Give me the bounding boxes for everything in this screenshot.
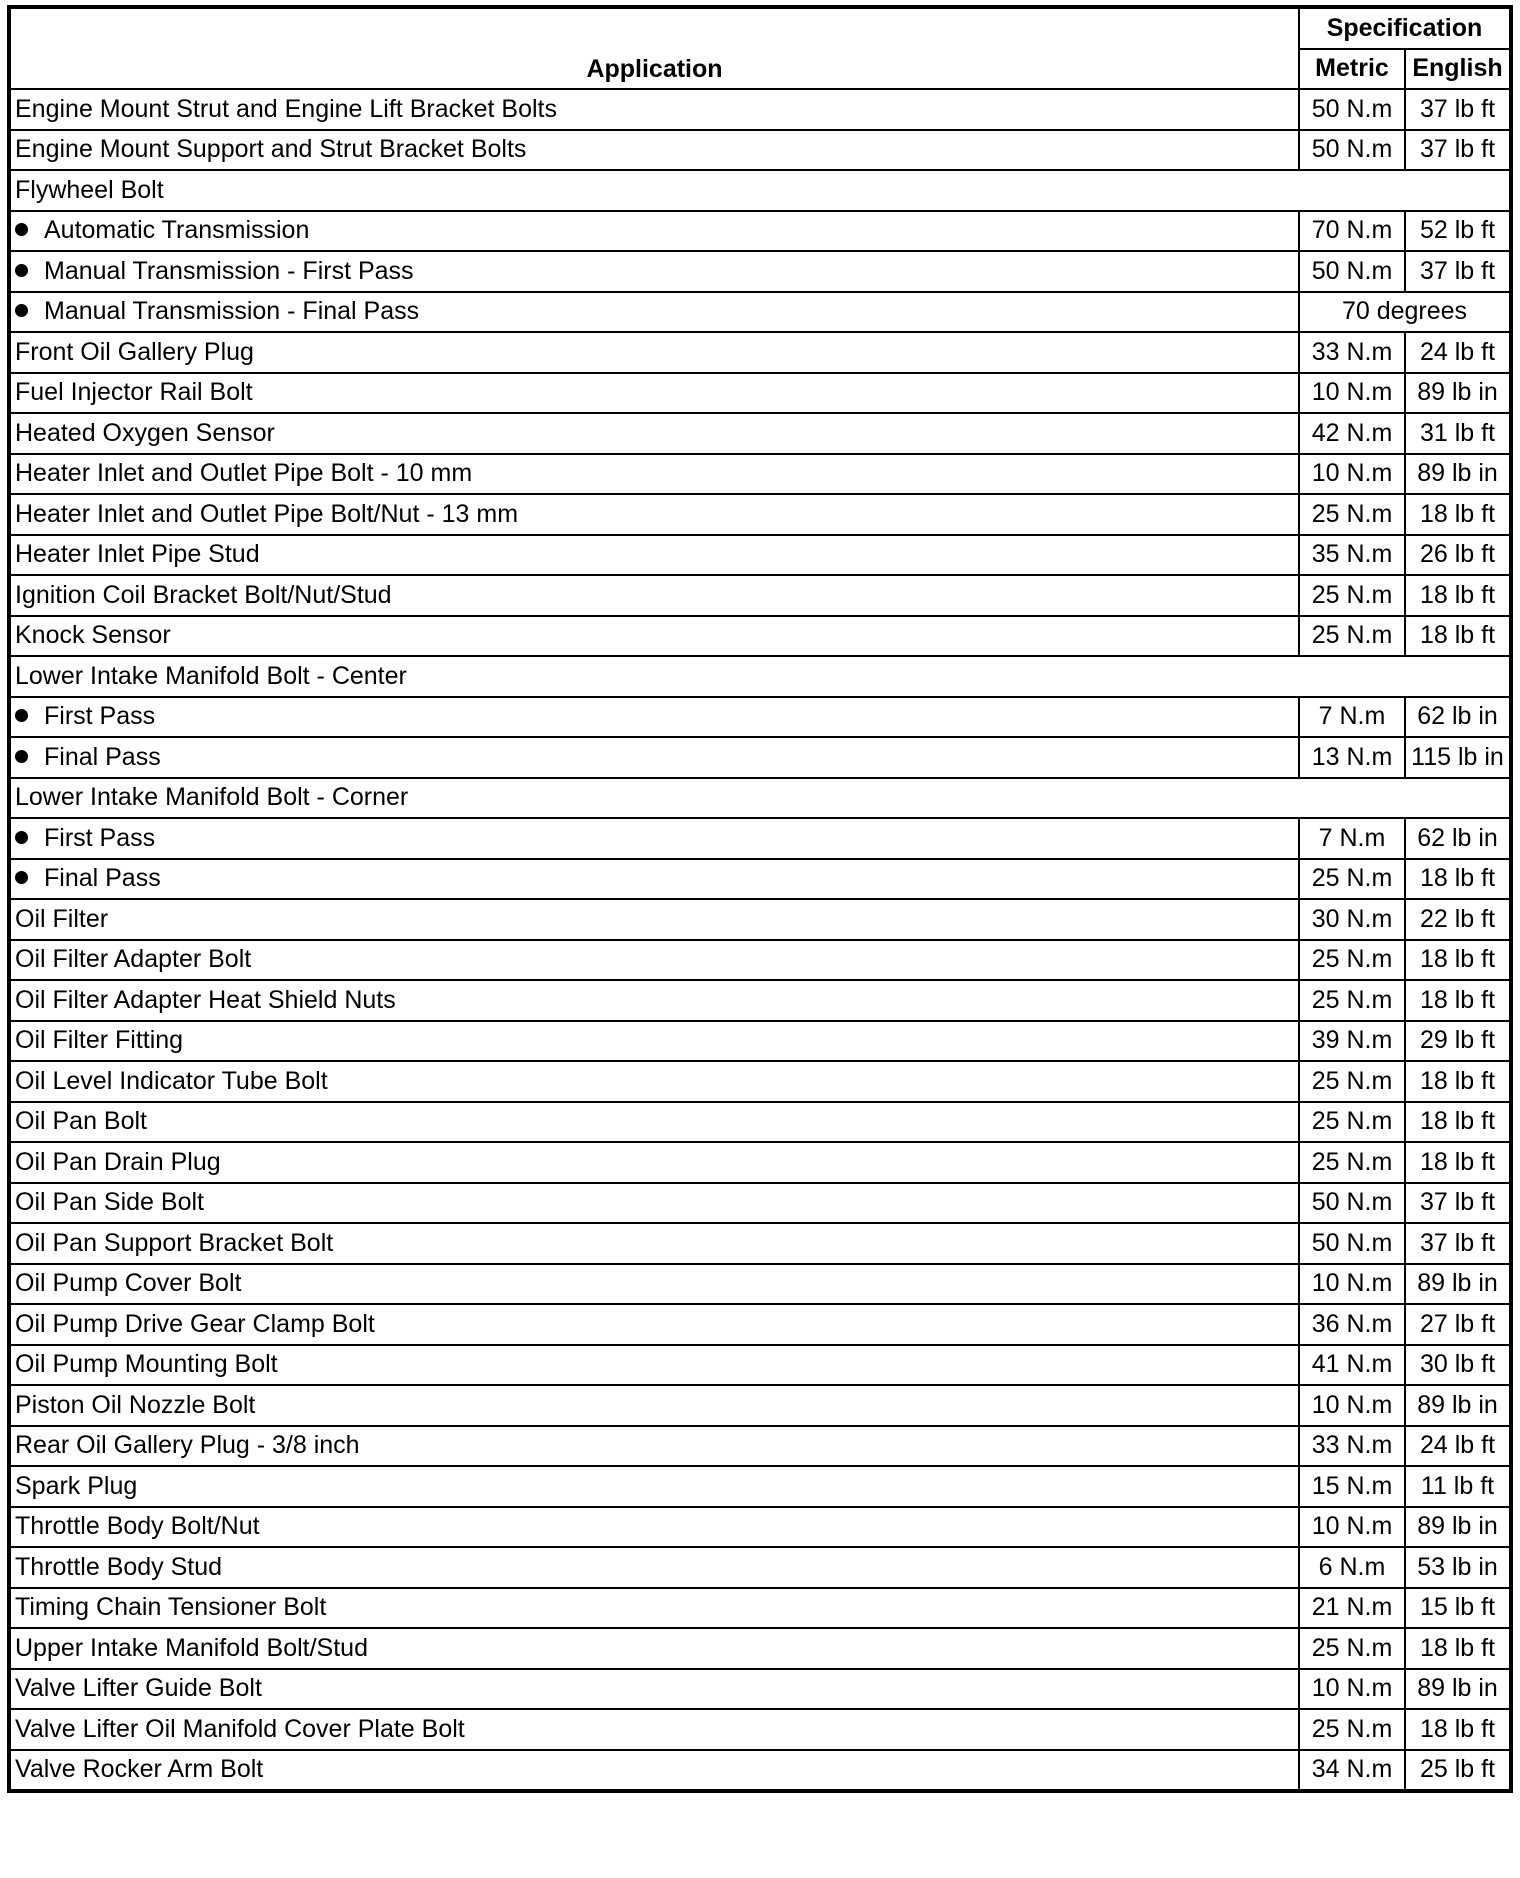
application-label: Heated Oxygen Sensor (15, 418, 275, 447)
english-cell: 37 lb ft (1405, 1223, 1511, 1264)
application-label: Valve Rocker Arm Bolt (15, 1755, 264, 1784)
english-cell: 89 lb in (1405, 454, 1511, 495)
english-cell: 89 lb in (1405, 1669, 1511, 1710)
english-cell: 31 lb ft (1405, 413, 1511, 454)
application-cell (9, 1061, 1299, 1102)
application-label: Heater Inlet Pipe Stud (15, 540, 260, 569)
english-cell: 18 lb ft (1405, 980, 1511, 1021)
table-row (9, 980, 1511, 1021)
application-label: Oil Filter Adapter Bolt (15, 945, 252, 974)
application-label: Piston Oil Nozzle Bolt (15, 1390, 256, 1419)
application-cell (9, 1183, 1299, 1224)
metric-cell: 50 N.m (1299, 251, 1405, 292)
table-row (9, 818, 1511, 859)
english-cell: 18 lb ft (1405, 1061, 1511, 1102)
metric-cell: 30 N.m (1299, 899, 1405, 940)
application-cell (9, 980, 1299, 1021)
table-row (9, 1021, 1511, 1062)
specification-header: Specification (1299, 7, 1511, 49)
application-cell (9, 1709, 1299, 1750)
metric-cell: 39 N.m (1299, 1021, 1405, 1062)
english-cell: 18 lb ft (1405, 1628, 1511, 1669)
metric-cell: 25 N.m (1299, 616, 1405, 657)
table-row (9, 454, 1511, 495)
application-label: Spark Plug (15, 1471, 138, 1500)
table-group-row (9, 778, 1511, 819)
metric-cell: 36 N.m (1299, 1304, 1405, 1345)
application-label: Oil Pump Drive Gear Clamp Bolt (15, 1309, 375, 1338)
english-cell: 25 lb ft (1405, 1750, 1511, 1792)
application-label: Heater Inlet and Outlet Pipe Bolt - 10 mm (15, 459, 473, 488)
table-row (9, 1142, 1511, 1183)
english-cell: 29 lb ft (1405, 1021, 1511, 1062)
english-cell: 62 lb in (1405, 697, 1511, 738)
table-group-row (9, 170, 1511, 211)
metric-cell: 25 N.m (1299, 575, 1405, 616)
table-row (9, 494, 1511, 535)
application-label: Oil Filter (15, 904, 109, 933)
table-row (9, 1628, 1511, 1669)
table-row (9, 697, 1511, 738)
table-row (9, 1183, 1511, 1224)
table-row (9, 292, 1511, 333)
table-row (9, 575, 1511, 616)
specification-cell: 70 degrees (1299, 292, 1511, 333)
application-cell (9, 1223, 1299, 1264)
application-label: Engine Mount Strut and Engine Lift Bracket Bolts (15, 94, 557, 123)
application-cell (9, 616, 1299, 657)
table-row (9, 130, 1511, 171)
english-cell: 52 lb ft (1405, 211, 1511, 252)
application-cell (9, 251, 1299, 292)
english-cell: 18 lb ft (1405, 859, 1511, 900)
application-cell (9, 940, 1299, 981)
application-label: Final Pass (44, 742, 161, 771)
application-label: Engine Mount Support and Strut Bracket Bolts (15, 135, 527, 164)
application-label: Final Pass (44, 864, 161, 893)
application-cell (9, 1426, 1299, 1467)
application-label: Fuel Injector Rail Bolt (15, 378, 253, 407)
metric-cell: 50 N.m (1299, 89, 1405, 130)
metric-cell: 25 N.m (1299, 1102, 1405, 1143)
table-row (9, 1223, 1511, 1264)
application-label: Rear Oil Gallery Plug - 3/8 inch (15, 1431, 360, 1460)
application-label: Manual Transmission - First Pass (44, 256, 414, 285)
metric-cell: 25 N.m (1299, 1061, 1405, 1102)
application-cell (9, 130, 1299, 171)
application-cell (9, 454, 1299, 495)
bullet-icon (15, 750, 28, 763)
application-label: Valve Lifter Guide Bolt (15, 1674, 262, 1703)
table-row (9, 1426, 1511, 1467)
english-cell: 18 lb ft (1405, 1102, 1511, 1143)
application-label: Oil Filter Fitting (15, 1026, 184, 1055)
application-label: Automatic Transmission (44, 216, 310, 245)
english-cell: 18 lb ft (1405, 1709, 1511, 1750)
application-cell (9, 89, 1299, 130)
table-row (9, 1304, 1511, 1345)
application-label: Oil Pan Bolt (15, 1107, 148, 1136)
application-cell (9, 332, 1299, 373)
metric-cell: 10 N.m (1299, 373, 1405, 414)
metric-cell: 6 N.m (1299, 1547, 1405, 1588)
metric-cell: 10 N.m (1299, 1264, 1405, 1305)
metric-cell: 50 N.m (1299, 1223, 1405, 1264)
application-cell (9, 778, 1511, 819)
metric-cell: 25 N.m (1299, 1709, 1405, 1750)
application-label: Oil Pan Support Bracket Bolt (15, 1228, 334, 1257)
torque-specification-table (7, 5, 1513, 1793)
metric-cell: 35 N.m (1299, 535, 1405, 576)
table-row (9, 251, 1511, 292)
table-row (9, 211, 1511, 252)
english-cell: 37 lb ft (1405, 130, 1511, 171)
metric-cell: 33 N.m (1299, 332, 1405, 373)
application-cell (9, 1345, 1299, 1386)
table-row (9, 1102, 1511, 1143)
application-cell (9, 1021, 1299, 1062)
metric-cell: 25 N.m (1299, 940, 1405, 981)
metric-cell: 13 N.m (1299, 737, 1405, 778)
metric-cell: 10 N.m (1299, 454, 1405, 495)
application-label: Oil Pump Mounting Bolt (15, 1350, 278, 1379)
application-label: First Pass (44, 823, 156, 852)
table-row (9, 616, 1511, 657)
metric-cell: 33 N.m (1299, 1426, 1405, 1467)
application-label: Oil Level Indicator Tube Bolt (15, 1066, 328, 1095)
application-cell (9, 494, 1299, 535)
application-cell (9, 1304, 1299, 1345)
english-cell: 11 lb ft (1405, 1466, 1511, 1507)
metric-cell: 50 N.m (1299, 130, 1405, 171)
english-cell: 53 lb in (1405, 1547, 1511, 1588)
application-label: Front Oil Gallery Plug (15, 337, 254, 366)
english-cell: 22 lb ft (1405, 899, 1511, 940)
metric-cell: 15 N.m (1299, 1466, 1405, 1507)
application-label: Flywheel Bolt (15, 175, 164, 204)
application-label: Oil Pump Cover Bolt (15, 1269, 242, 1298)
metric-cell: 21 N.m (1299, 1588, 1405, 1629)
application-label: Oil Pan Side Bolt (15, 1188, 204, 1217)
english-cell: 18 lb ft (1405, 940, 1511, 981)
application-label: Throttle Body Stud (15, 1552, 223, 1581)
english-header: English (1405, 49, 1511, 90)
application-cell (9, 535, 1299, 576)
application-cell (9, 859, 1299, 900)
application-cell (9, 1142, 1299, 1183)
table-header (9, 7, 1511, 89)
application-label: Valve Lifter Oil Manifold Cover Plate Bolt (15, 1714, 465, 1743)
table-row (9, 1385, 1511, 1426)
metric-cell: 70 N.m (1299, 211, 1405, 252)
english-cell: 27 lb ft (1405, 1304, 1511, 1345)
english-cell: 18 lb ft (1405, 1142, 1511, 1183)
application-cell (9, 1507, 1299, 1548)
metric-cell: 7 N.m (1299, 697, 1405, 738)
bullet-icon (15, 264, 28, 277)
english-cell: 18 lb ft (1405, 575, 1511, 616)
application-cell (9, 292, 1299, 333)
table-row (9, 1466, 1511, 1507)
english-cell: 37 lb ft (1405, 1183, 1511, 1224)
table-row (9, 1588, 1511, 1629)
english-cell: 26 lb ft (1405, 535, 1511, 576)
bullet-icon (15, 709, 28, 722)
application-cell (9, 1628, 1299, 1669)
application-cell (9, 1264, 1299, 1305)
english-cell: 24 lb ft (1405, 332, 1511, 373)
application-cell (9, 737, 1299, 778)
table-row (9, 1547, 1511, 1588)
application-label: Oil Pan Drain Plug (15, 1147, 221, 1176)
english-cell: 89 lb in (1405, 1385, 1511, 1426)
application-cell (9, 697, 1299, 738)
application-cell (9, 1588, 1299, 1629)
application-cell (9, 211, 1299, 252)
english-cell: 89 lb in (1405, 1264, 1511, 1305)
table-group-row (9, 656, 1511, 697)
table-row (9, 737, 1511, 778)
table-row (9, 1507, 1511, 1548)
metric-cell: 10 N.m (1299, 1385, 1405, 1426)
metric-cell: 10 N.m (1299, 1669, 1405, 1710)
application-cell (9, 656, 1511, 697)
application-cell (9, 575, 1299, 616)
table-row (9, 1669, 1511, 1710)
english-cell: 115 lb in (1405, 737, 1511, 778)
metric-cell: 10 N.m (1299, 1507, 1405, 1548)
application-cell (9, 373, 1299, 414)
metric-cell: 25 N.m (1299, 1142, 1405, 1183)
english-cell: 89 lb in (1405, 1507, 1511, 1548)
english-cell: 18 lb ft (1405, 616, 1511, 657)
application-cell (9, 1750, 1299, 1792)
application-cell (9, 170, 1511, 211)
application-cell (9, 1385, 1299, 1426)
application-cell (9, 1102, 1299, 1143)
english-cell: 18 lb ft (1405, 494, 1511, 535)
application-label: Lower Intake Manifold Bolt - Center (15, 661, 407, 690)
table-row (9, 89, 1511, 130)
table-row (9, 1709, 1511, 1750)
metric-header: Metric (1299, 49, 1405, 90)
application-cell (9, 413, 1299, 454)
application-label: Oil Filter Adapter Heat Shield Nuts (15, 985, 396, 1014)
table-row (9, 535, 1511, 576)
application-cell (9, 1466, 1299, 1507)
application-label: First Pass (44, 702, 156, 731)
application-label: Throttle Body Bolt/Nut (15, 1512, 260, 1541)
table-row (9, 1264, 1511, 1305)
application-label: Heater Inlet and Outlet Pipe Bolt/Nut - 13 mm (15, 499, 519, 528)
application-cell (9, 899, 1299, 940)
table-row (9, 413, 1511, 454)
metric-cell: 7 N.m (1299, 818, 1405, 859)
table-row (9, 1750, 1511, 1792)
english-cell: 37 lb ft (1405, 251, 1511, 292)
application-label: Knock Sensor (15, 621, 171, 650)
bullet-icon (15, 871, 28, 884)
english-cell: 89 lb in (1405, 373, 1511, 414)
application-cell (9, 1669, 1299, 1710)
table-body (9, 89, 1511, 1791)
bullet-icon (15, 831, 28, 844)
application-cell (9, 1547, 1299, 1588)
table-row (9, 1345, 1511, 1386)
bullet-icon (15, 304, 28, 317)
table-row (9, 332, 1511, 373)
application-cell (9, 818, 1299, 859)
english-cell: 37 lb ft (1405, 89, 1511, 130)
metric-cell: 50 N.m (1299, 1183, 1405, 1224)
bullet-icon (15, 223, 28, 236)
metric-cell: 25 N.m (1299, 494, 1405, 535)
metric-cell: 42 N.m (1299, 413, 1405, 454)
metric-cell: 41 N.m (1299, 1345, 1405, 1386)
english-cell: 24 lb ft (1405, 1426, 1511, 1467)
application-label: Manual Transmission - Final Pass (44, 297, 420, 326)
application-header: Application (9, 7, 1299, 89)
table-row (9, 859, 1511, 900)
table-row (9, 899, 1511, 940)
english-cell: 62 lb in (1405, 818, 1511, 859)
metric-cell: 25 N.m (1299, 859, 1405, 900)
application-label: Ignition Coil Bracket Bolt/Nut/Stud (15, 580, 392, 609)
table-row (9, 373, 1511, 414)
metric-cell: 25 N.m (1299, 980, 1405, 1021)
application-label: Timing Chain Tensioner Bolt (15, 1593, 327, 1622)
application-label: Lower Intake Manifold Bolt - Corner (15, 783, 409, 812)
table-row (9, 940, 1511, 981)
english-cell: 30 lb ft (1405, 1345, 1511, 1386)
metric-cell: 34 N.m (1299, 1750, 1405, 1792)
english-cell: 15 lb ft (1405, 1588, 1511, 1629)
table-row (9, 1061, 1511, 1102)
metric-cell: 25 N.m (1299, 1628, 1405, 1669)
application-label: Upper Intake Manifold Bolt/Stud (15, 1633, 368, 1662)
